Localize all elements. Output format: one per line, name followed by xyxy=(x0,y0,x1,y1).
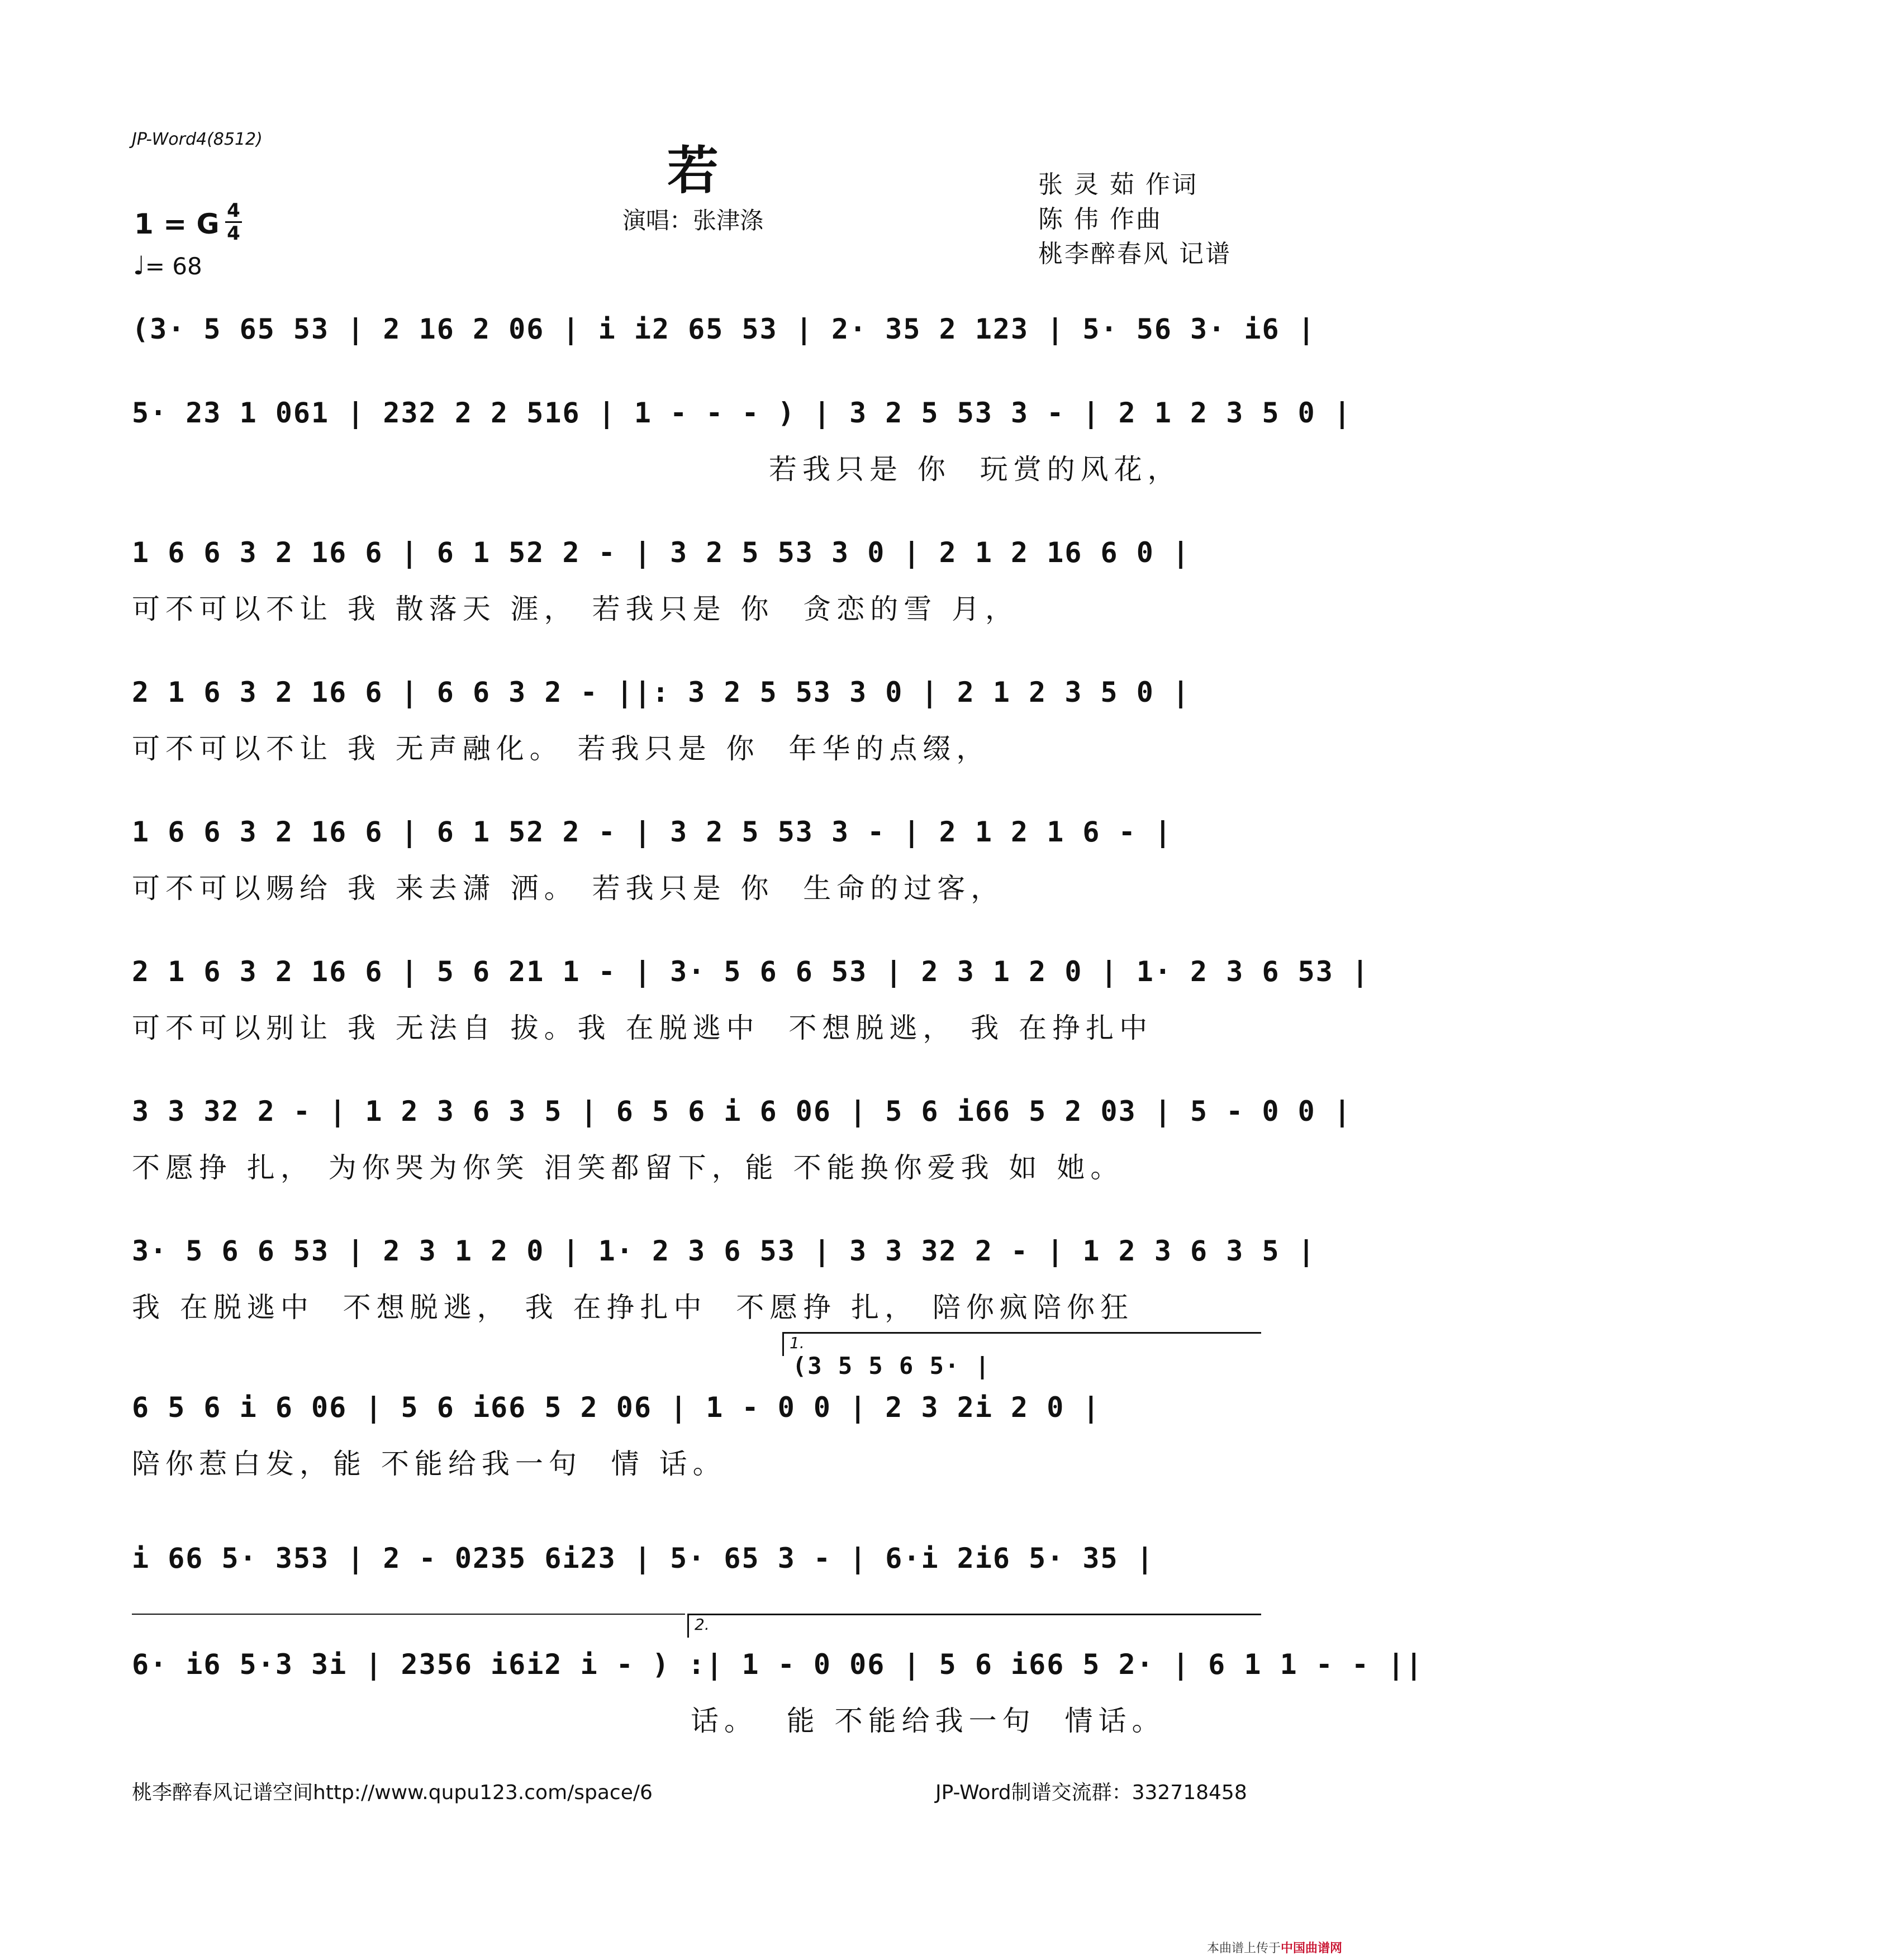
score-row-3 xyxy=(132,525,1255,637)
site-watermark xyxy=(1207,1939,1342,1956)
score-row-5 xyxy=(132,805,1255,916)
row-notes: 2 1 6 3 2 16 6 | 6 6 3 2 - ||: 3 2 5 53 3 0 | 2 1 2 3 5 0 | xyxy=(132,676,1191,708)
meter-bottom: 4 xyxy=(227,222,240,245)
row-lyrics: 可不可以别让 我 无法自 拔。我 在脱逃中 不想脱逃， 我 在挣扎中 xyxy=(132,1012,1153,1044)
footer-left: 桃李醉春风记谱空间http://www.qupu123.com/space/6 xyxy=(132,1781,653,1804)
transcriber-credit: 桃李醉春风 记谱 xyxy=(1038,240,1232,268)
volta-2-label: 2. xyxy=(695,1615,710,1634)
row-lyrics: 我 在脱逃中 不想脱逃， 我 在挣扎中 不愿挣 扎， 陪你疯陪你狂 xyxy=(132,1291,1134,1324)
meter-top: 4 xyxy=(227,199,240,222)
score-row-6 xyxy=(132,944,1370,1056)
score-row-7 xyxy=(132,1084,1352,1196)
score-row-10 xyxy=(132,1531,1255,1598)
watermark-brand: 中国曲谱网 xyxy=(1281,1942,1343,1956)
score-row-9 xyxy=(132,1380,1255,1492)
watermark-prefix: 本曲谱上传于 xyxy=(1207,1942,1281,1956)
volta-rule xyxy=(132,1614,685,1615)
row-notes: 3 3 32 2 - | 1 2 3 6 3 5 | 6 5 6 i 6 06 | 5 6 i66 5 2 03 | 5 - 0 0 | xyxy=(132,1095,1352,1128)
row-lyrics: 可不可以不让 我 无声融化。 若我只是 你 年华的点缀， xyxy=(132,732,990,765)
row-notes: 5· 23 1 061 | 232 2 2 516 | 1 - - - ) | 3 2 5 53 3 - | 2 1 2 3 5 0 | xyxy=(132,397,1352,429)
volta-2-bracket xyxy=(687,1614,1261,1638)
score-row-4 xyxy=(132,665,1255,777)
row-notes: 2 1 6 3 2 16 6 | 5 6 21 1 - | 3· 5 6 6 53 | 2 3 1 2 0 | 1· 2 3 6 53 | xyxy=(132,955,1370,988)
tempo-value: = 68 xyxy=(145,253,202,280)
composer-credit: 陈 伟 作曲 xyxy=(1038,205,1162,234)
tempo-marking xyxy=(133,250,202,280)
score-row-8 xyxy=(132,1224,1316,1335)
credits xyxy=(1038,168,1232,272)
key-signature: 1 = G xyxy=(134,208,220,240)
row-notes: 1 6 6 3 2 16 6 | 6 1 52 2 - | 3 2 5 53 3 0 | 2 1 2 16 6 0 | xyxy=(132,536,1191,569)
song-title: 若 xyxy=(667,141,719,201)
row-notes: 3· 5 6 6 53 | 2 3 1 2 0 | 1· 2 3 6 53 | 3 3 32 2 - | 1 2 3 6 3 5 | xyxy=(132,1235,1316,1267)
row-notes: 6· i6 5·3 3i | 2356 i6i2 i - ) :| 1 - 0 06 | 5 6 i66 5 2· | 6 1 1 - - || xyxy=(132,1648,1424,1681)
row-lyrics: 陪你惹白发，能 不能给我一句 情 话。 xyxy=(132,1448,726,1480)
score-row-1 xyxy=(132,302,1316,369)
row-notes: (3· 5 65 53 | 2 16 2 06 | i i2 65 53 | 2· 35 2 123 | 5· 56 3· i6 | xyxy=(132,313,1316,345)
row-lyrics: 话。 能 不能给我一句 情话。 xyxy=(691,1705,1166,1737)
row-notes: 6 5 6 i 6 06 | 5 6 i66 5 2 06 | 1 - 0 0 | 2 3 2i 2 0 | xyxy=(132,1391,1101,1424)
volta-1-notes: (3 5 5 6 5· | xyxy=(792,1352,991,1379)
quarter-note-icon: ♩ xyxy=(133,250,145,280)
time-signature xyxy=(222,200,245,244)
software-label: JP-Word4(8512) xyxy=(132,130,263,149)
volta-1-label: 1. xyxy=(790,1334,805,1352)
footer-right: JP-Word制谱交流群：332718458 xyxy=(935,1781,1247,1804)
singer-line: 演唱：张津涤 xyxy=(622,207,763,234)
row-lyrics: 可不可以不让 我 散落天 涯， 若我只是 你 贪恋的雪 月， xyxy=(132,593,1019,625)
lyricist-credit: 张 灵 茹 作词 xyxy=(1038,170,1198,199)
score-row-2 xyxy=(132,386,1352,497)
row-lyrics: 可不可以赐给 我 来去潇 洒。 若我只是 你 生命的过客， xyxy=(132,872,1005,905)
row-lyrics: 若我只是 你 玩赏的风花， xyxy=(769,453,1181,486)
row-notes: i 66 5· 353 | 2 - 0235 6i23 | 5· 65 3 - | 6·i 2i6 5· 35 | xyxy=(132,1542,1154,1574)
score-row-11 xyxy=(132,1637,1424,1749)
row-notes: 1 6 6 3 2 16 6 | 6 1 52 2 - | 3 2 5 53 3 - | 2 1 2 1 6 - | xyxy=(132,816,1172,848)
row-lyrics: 不愿挣 扎， 为你哭为你笑 泪笑都留下，能 不能换你爱我 如 她。 xyxy=(132,1152,1124,1184)
